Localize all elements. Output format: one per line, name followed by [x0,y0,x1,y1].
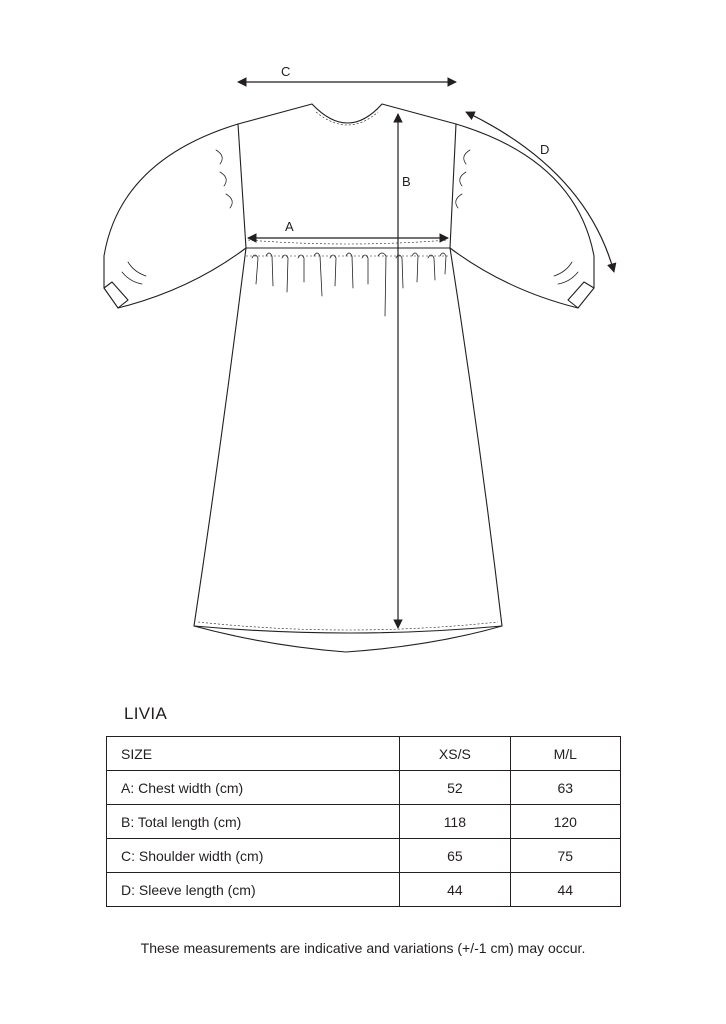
row-value-m-l: 63 [510,771,620,805]
row-value-m-l: 44 [510,873,620,907]
right-sleeve [450,124,594,308]
size-header-label: SIZE [107,737,400,771]
row-value-m-l: 75 [510,839,620,873]
table-row [107,805,621,839]
size-header-xs-s: XS/S [400,737,510,771]
left-sleeve [104,124,246,308]
measurement-label-d: D [540,142,550,157]
skirt-gathers [252,253,446,316]
measurement-label-a: A [285,219,294,234]
row-label: C: Shoulder width (cm) [107,839,400,873]
measurement-label-c: C [281,64,291,79]
table-row [107,839,621,873]
size-header-m-l: M/L [510,737,620,771]
dress-bodice [238,104,456,248]
measurement-disclaimer: These measurements are indicative and variations (+/-1 cm) may occur. [140,940,586,956]
row-label: B: Total length (cm) [107,805,400,839]
row-value-xs-s: 118 [400,805,510,839]
row-label: D: Sleeve length (cm) [107,873,400,907]
row-label: A: Chest width (cm) [107,771,400,805]
row-value-m-l: 120 [510,805,620,839]
row-value-xs-s: 44 [400,873,510,907]
dress-skirt [194,248,502,652]
row-value-xs-s: 65 [400,839,510,873]
size-chart-table [106,736,621,907]
product-title: LIVIA [124,704,168,723]
measurement-label-b: B [402,174,411,189]
table-header-row [107,737,621,771]
table-row [107,873,621,907]
table-row [107,771,621,805]
row-value-xs-s: 52 [400,771,510,805]
